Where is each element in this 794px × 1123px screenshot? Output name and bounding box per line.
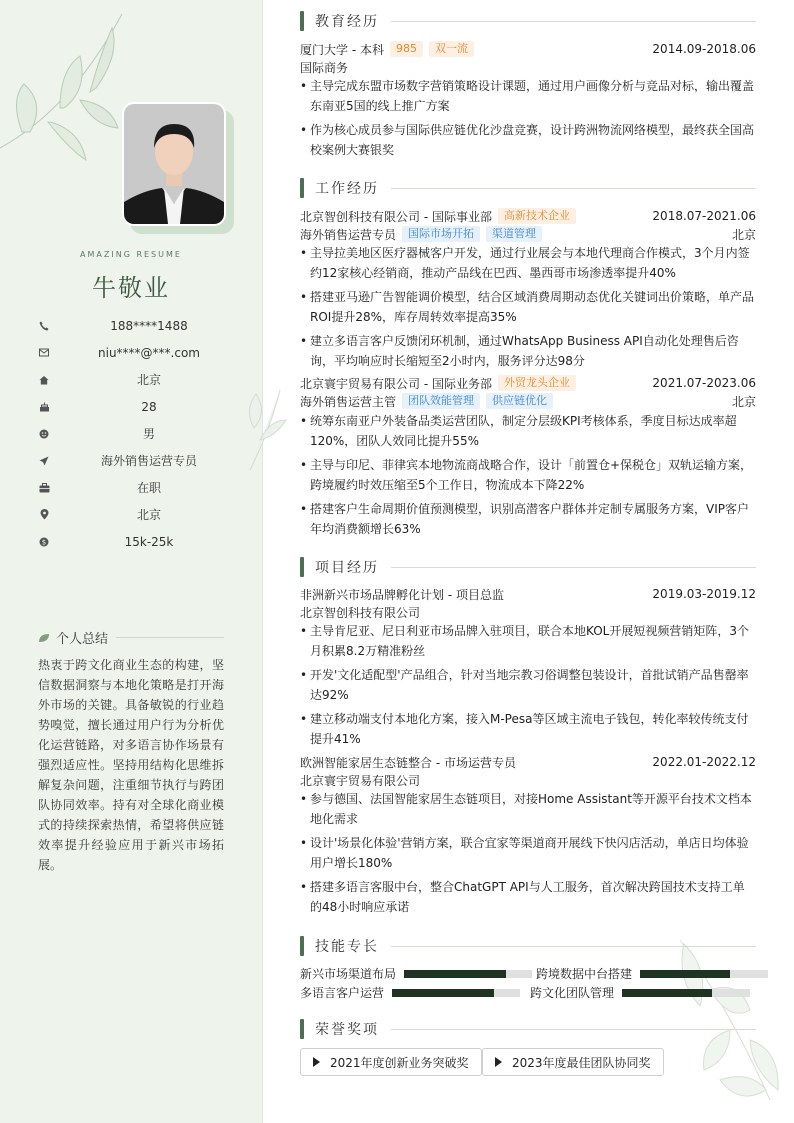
list-item: • 主导肯尼亚、尼日利亚市场品牌入驻项目，联合本地KOL开展短视频营销矩阵，3个月积累8.2万精准粉丝 — [300, 621, 756, 661]
tagline: AMAZING RESUME — [80, 250, 182, 259]
contact-info-list — [38, 312, 248, 555]
project-company-row — [300, 603, 756, 621]
company-name: 北京智创科技有限公司 - 国际事业部 — [300, 209, 492, 224]
email-icon — [38, 347, 50, 359]
job-bullets — [300, 243, 756, 375]
leaf-decoration-icon — [240, 380, 300, 480]
leaf-icon — [38, 633, 50, 643]
section-title: 工作经历 — [315, 181, 379, 197]
info-position: 海外销售运营专员 — [38, 447, 248, 474]
avatar-icon — [124, 104, 224, 224]
tag-badge: 国际市场开拓 — [402, 226, 480, 242]
skill-level-bar — [622, 989, 750, 997]
section-work — [300, 178, 756, 198]
education-major-row — [300, 58, 756, 76]
award-badge: 2021年度创新业务突破奖 — [300, 1048, 482, 1076]
tag-badge: 高新技术企业 — [498, 208, 576, 224]
summary-text: 热衷于跨文化商业生态的构建，坚信数据洞察与本地化策略是打开海外市场的关键。具备敏锐的行业趋势嗅觉，擅长通过用户行为分析优化运营链路，对多语言协作场景有强烈适应性。坚持用结构化思维拆解复杂问题，注重细节执行与跨团队协同效率。持有对全球化商业模式的持续探索热情，希望将供应链效率提升经验应用于新兴市场拓展。 — [38, 658, 224, 872]
skill-level-bar — [392, 989, 520, 997]
list-item: • 搭建多语言客服中台，整合ChatGPT API与人工服务，首次解决跨国技术支持工单的48小时响应承诺 — [300, 877, 756, 917]
gender-icon — [38, 428, 50, 440]
tag-badge: 供应链优化 — [486, 393, 553, 409]
skill-name: 多语言客户运营 — [300, 986, 385, 1000]
info-status: 在职 — [38, 474, 248, 501]
skill-item — [530, 984, 750, 1001]
location-pin-icon — [38, 509, 50, 521]
tag-badge: 双一流 — [429, 41, 474, 57]
skill-item — [536, 965, 768, 982]
info-age: 28 — [38, 393, 248, 420]
info-city: 北京 — [38, 501, 248, 528]
section-title: 项目经历 — [315, 560, 379, 576]
tag-badge: 外贸龙头企业 — [498, 375, 576, 391]
info-salary: $ 15k-25k — [38, 528, 248, 555]
project-company: 北京智创科技有限公司 — [300, 605, 421, 620]
play-triangle-icon — [313, 1057, 320, 1067]
play-triangle-icon — [495, 1057, 502, 1067]
skill-item — [300, 965, 532, 982]
education-bullets — [300, 76, 756, 164]
project-name: 非洲新兴市场品牌孵化计划 - 项目总监 — [300, 587, 504, 602]
company-name: 北京寰宇贸易有限公司 - 国际业务部 — [300, 376, 492, 391]
phone-icon — [38, 320, 50, 332]
project-company: 北京寰宇贸易有限公司 — [300, 773, 421, 788]
tag-badge: 985 — [390, 41, 423, 57]
job-position-row — [300, 225, 756, 243]
briefcase-icon — [38, 482, 50, 494]
list-item: • 主导完成东盟市场数字营销策略设计课题，通过用户画像分析与竞品对标，输出覆盖东南亚5国的线上推广方案 — [300, 76, 756, 116]
skill-name: 新兴市场渠道布局 — [300, 967, 397, 981]
section-skills — [300, 936, 756, 956]
project-name: 欧洲智能家居生态链整合 - 市场运营专员 — [300, 755, 516, 770]
list-item: • 开发'文化适配型'产品组合，针对当地宗教习俗调整包装设计，首批试销产品售罄率达92% — [300, 665, 756, 705]
list-item: • 搭建亚马逊广告智能调价模型，结合区域消费周期动态优化关键词出价策略，单产品ROI提升28%，库存周转效率提高35% — [300, 287, 756, 327]
skill-level-bar — [640, 970, 768, 978]
section-title: 荣誉奖项 — [315, 1022, 379, 1038]
job-header — [300, 207, 756, 225]
school-name: 厦门大学 - 本科 — [300, 42, 384, 57]
project-header — [300, 585, 756, 603]
salary-icon — [38, 536, 50, 548]
period: 2022.01-2022.12 — [652, 755, 756, 769]
leaf-decoration-icon — [0, 0, 140, 170]
list-item: • 参与德国、法国智能家居生态链项目，对接Home Assistant等开源平台技术文档本地化需求 — [300, 789, 756, 829]
send-icon — [38, 455, 50, 467]
position: 海外销售运营专员 — [300, 227, 397, 242]
list-item: • 搭建客户生命周期价值预测模型，识别高潜客户群体并定制专属服务方案，VIP客户年均消费额增长63% — [300, 499, 756, 539]
home-icon — [38, 374, 50, 386]
section-title: 教育经历 — [315, 14, 379, 30]
job-header — [300, 374, 756, 392]
tag-badge: 渠道管理 — [486, 226, 542, 242]
sidebar — [0, 0, 263, 1123]
list-item: • 建立移动端支付本地化方案，接入M-Pesa等区域主流电子钱包，转化率较传统支付提升41% — [300, 709, 756, 749]
job-position-row — [300, 392, 756, 410]
section-projects — [300, 557, 756, 577]
section-education — [300, 11, 756, 31]
list-item: • 统筹东南亚户外装备品类运营团队，制定分层级KPI考核体系，季度目标达成率超120%，团队人效同比提升55% — [300, 411, 756, 451]
city: 北京 — [731, 227, 756, 242]
skill-name: 跨文化团队管理 — [530, 986, 615, 1000]
info-phone: 188****1488 — [38, 312, 248, 339]
list-item: • 主导拉美地区医疗器械客户开发，通过行业展会与本地代理商合作模式，3个月内签约12家核心经销商，推动产品线在巴西、墨西哥市场渗透率提升40% — [300, 243, 756, 283]
period: 2014.09-2018.06 — [652, 42, 756, 56]
section-awards — [300, 1019, 756, 1039]
list-item: • 建立多语言客户反馈闭环机制，通过WhatsApp Business API自动化处理售后咨询，平均响应时长缩短至2小时内，服务评分达98分 — [300, 331, 756, 371]
info-gender: 男 — [38, 420, 248, 447]
project-bullets — [300, 621, 756, 753]
skill-level-bar — [404, 970, 532, 978]
summary-heading: 个人总结 — [38, 628, 224, 647]
list-item: • 作为核心成员参与国际供应链优化沙盘竞赛，设计跨洲物流网络模型，最终获全国高校案例大赛银奖 — [300, 120, 756, 160]
project-bullets — [300, 789, 756, 921]
tag-badge: 团队效能管理 — [402, 393, 480, 409]
project-header — [300, 753, 756, 771]
info-email: niu****@***.com — [38, 339, 248, 366]
profile-photo — [122, 102, 226, 226]
list-item: • 设计'场景化体验'营销方案，联合宜家等渠道商开展线下快闪店活动，单店日均体验用户增长180% — [300, 833, 756, 873]
period: 2019.03-2019.12 — [652, 587, 756, 601]
period: 2021.07-2023.06 — [652, 376, 756, 390]
section-title: 技能专长 — [315, 939, 379, 955]
cake-icon — [38, 401, 50, 413]
period: 2018.07-2021.06 — [652, 209, 756, 223]
education-header — [300, 40, 756, 58]
skill-name: 跨境数据中台搭建 — [536, 967, 633, 981]
major: 国际商务 — [300, 60, 349, 75]
city: 北京 — [731, 394, 756, 409]
svg-text:$: $ — [41, 537, 47, 546]
award-badge: 2023年度最佳团队协同奖 — [482, 1048, 664, 1076]
job-bullets — [300, 411, 756, 543]
candidate-name: 牛敬业 — [92, 274, 170, 302]
list-item: • 主导与印尼、菲律宾本地物流商战略合作，设计「前置仓+保税仓」双轨运输方案，跨境履约时效压缩至5个工作日，物流成本下降22% — [300, 455, 756, 495]
info-home: 北京 — [38, 366, 248, 393]
position: 海外销售运营主管 — [300, 394, 397, 409]
skill-item — [300, 984, 520, 1001]
project-company-row — [300, 771, 756, 789]
